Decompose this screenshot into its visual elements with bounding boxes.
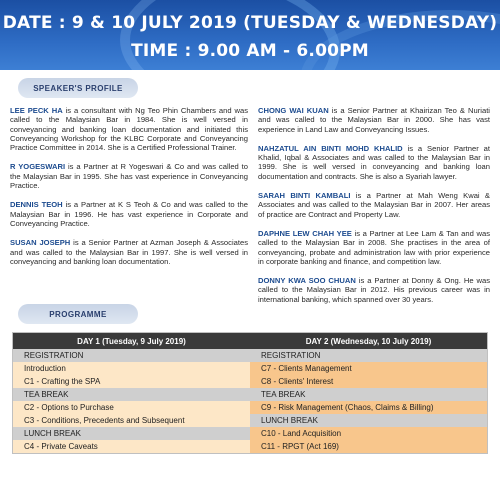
speaker-name: R YOGESWARI — [10, 162, 66, 172]
day1-header: DAY 1 (Tuesday, 9 July 2019) — [77, 336, 186, 346]
day1-break-cell: LUNCH BREAK — [13, 427, 250, 440]
day1-session-cell: C3 - Conditions, Precedents and Subsequent — [13, 414, 250, 427]
speaker-description: is a Senior Partner at Azman Joseph & Associates and was called to the Malaysian Bar in 1997. She is well versed in conveyancing and banking loan documentation. — [10, 238, 248, 266]
speaker-bio — [258, 229, 490, 266]
speaker-name: SARAH BINTI KAMBALI — [258, 191, 351, 201]
event-time: TIME : 9.00 AM - 6.00PM — [131, 41, 369, 61]
day2-session-cell: C11 - RPGT (Act 169) — [250, 440, 487, 453]
speaker-name: LEE PECK HA — [10, 106, 63, 115]
day2-break-cell: REGISTRATION — [250, 349, 487, 362]
table-row — [13, 427, 487, 440]
speaker-description: is a consultant with Ng Teo Phin Chambers and was called to the Malaysian Bar in 1984. She is well versed in conveyancing and banking loan documentation and initiated this Conveyancing Workshop for the KLBC Corporate and Conveyancing Practice Committee in 2014. She is a Certified Professional Trainer. — [10, 106, 248, 153]
table-row — [13, 414, 487, 427]
day2-break-cell: TEA BREAK — [250, 388, 487, 401]
day1-session-cell: C2 - Options to Purchase — [13, 401, 250, 414]
speaker-name: DAPHNE LEW CHAH YEE — [258, 228, 352, 238]
speaker-name: NAHZATUL AIN BINTI MOHD KHALID — [258, 143, 403, 153]
speaker-description: is a Partner at Donny & Ong. He was called to the Malaysian Bar in 2012. His previous career was in international banking, which spanned over 30 years. — [258, 276, 490, 304]
speaker-bio — [10, 200, 248, 228]
speaker-description: is a Partner at Lee Lam & Tan and was called to the Malaysian Bar in 2008. She practises in the area of conveyancing, probate and administration law with prior experience in corporate banking and finance, and competition law. — [258, 228, 490, 266]
table-row — [13, 375, 487, 388]
speaker-description: is a Partner at K S Teoh & Co and was called to the Malaysian Bar in 1996. He has vast experience in Corporate and Conveyancing Practice. — [10, 200, 248, 228]
table-row — [13, 349, 487, 362]
speaker-bio — [10, 238, 248, 266]
speaker-name: DENNIS TEOH — [10, 200, 63, 210]
speaker-bio — [258, 276, 490, 304]
table-row — [13, 401, 487, 414]
day1-break-cell: REGISTRATION — [13, 349, 250, 362]
programme-rows — [13, 349, 487, 453]
day2-session-cell: C7 - Clients Management — [250, 362, 487, 375]
table-row — [13, 440, 487, 453]
day2-break-cell: LUNCH BREAK — [250, 414, 487, 427]
speaker-description: is a Partner at Mah Weng Kwai & Associates and was called to the Malaysian Bar in 2007. Her areas of practice are Contract and Property Law. — [258, 191, 490, 219]
speaker-bio — [10, 106, 248, 152]
speaker-description: is a Senior Partner at Khairizan Teo & Nuriati and was called to the Malaysian Bar in 2000. She has vast experience in Land Law and Conveyancing Issues. — [258, 106, 490, 134]
speaker-description: is a Partner at R Yogeswari & Co and was called to the Malaysian Bar in 1995. She has vast experience in Conveyancing Practice. — [10, 162, 248, 191]
day2-session-cell: C8 - Clients' Interest — [250, 375, 487, 388]
document-body — [0, 70, 500, 500]
day1-session-cell: C4 - Private Caveats — [13, 440, 250, 453]
day2-header: DAY 2 (Wednesday, 10 July 2019) — [305, 336, 432, 346]
speaker-description: is a Senior Partner at Khalid, Iqbal & Associates and was called to the Malaysian Bar in 1999. She is well versed in conveyancing and banking loan documentation and contracts. She is also a Syariah lawyer. — [258, 143, 490, 181]
speakers-right-column — [258, 106, 490, 314]
header-banner — [0, 0, 500, 70]
speaker-bio — [258, 191, 490, 219]
programme-table-header — [13, 333, 487, 349]
day1-session-cell: C1 - Crafting the SPA — [13, 375, 250, 388]
day1-session-cell: Introduction — [13, 362, 250, 375]
speaker-name: DONNY KWA SOO CHUAN — [258, 276, 356, 286]
table-row — [13, 362, 487, 375]
speaker-name: SUSAN JOSEPH — [10, 238, 71, 248]
programme-table — [12, 332, 488, 454]
event-date: DATE : 9 & 10 JULY 2019 (TUESDAY & WEDNESDAY) — [2, 13, 498, 33]
speaker-bio — [10, 162, 248, 190]
speakers-profile-heading: SPEAKER'S PROFILE — [18, 78, 138, 98]
speaker-bio — [258, 144, 490, 181]
day1-break-cell: TEA BREAK — [13, 388, 250, 401]
table-row — [13, 388, 487, 401]
day2-session-cell: C9 - Risk Management (Chaos, Claims & Billing) — [250, 401, 487, 414]
day2-session-cell: C10 - Land Acquisition — [250, 427, 487, 440]
speakers-left-column — [10, 106, 248, 276]
programme-heading: PROGRAMME — [18, 304, 138, 324]
speaker-name: CHONG WAI KUAN — [258, 106, 329, 115]
speaker-bio — [258, 106, 490, 134]
